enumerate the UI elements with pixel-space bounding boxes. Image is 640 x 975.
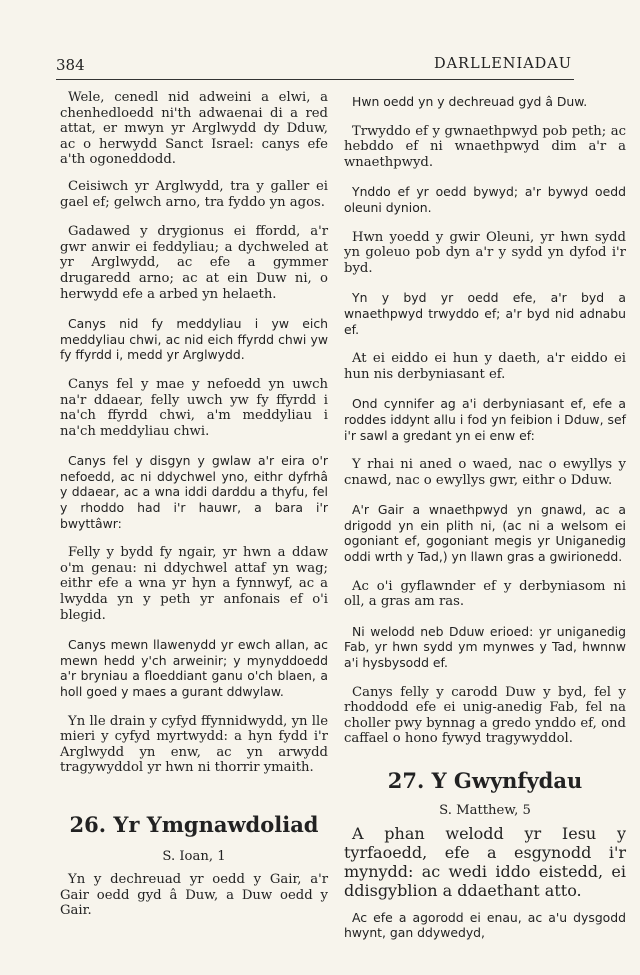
paragraph: Canys fel y mae y nefoedd yn uwch na'r ddaear, felly uwch yw fy ffyrdd i na'ch ffyrdd chwi, a'm meddyliau i na'ch meddyliau chwi. [60, 376, 328, 439]
section-source: S. Matthew, 5 [439, 803, 531, 818]
paragraph: Yn lle drain y cyfyd ffynnidwydd, yn lle mieri y cyfyd myrtwydd: a hyn fydd i'r Arglwydd yn enw, ac yn arwydd tragywyddol yr hwn ni thorrir ymaith. [60, 713, 328, 776]
section-26 [60, 812, 328, 933]
paragraph: Trwyddo ef y gwnaethpwyd pob peth; ac hebddo ef ni wnaethpwyd dim a'r a wnaethpwyd. [344, 123, 626, 170]
page-number: 384 [56, 56, 85, 74]
paragraph: Ac efe a agorodd ei enau, ac a'u dysgodd hwynt, gan ddywedyd, [344, 910, 626, 940]
paragraph: Yn y dechreuad yr oedd y Gair, a'r Gair oedd gyd â Duw, a Duw oedd y Gair. [60, 872, 328, 919]
paragraph: Gadawed y drygionus ei ffordd, a'r gwr anwir ei feddyliau; a dychweled at yr Arglwydd, ac efe a gymmer drugaredd arno; ac at ein Duw ni, o herwydd efe a arbed yn helaeth. [60, 224, 328, 302]
section-27 [344, 768, 626, 940]
paragraph: Ac o'i gyflawnder ef y derbyniasom ni oll, a gras am ras. [344, 578, 626, 610]
paragraph: Ceisiwch yr Arglwydd, tra y galler ei gael ef; gelwch arno, tra fyddo yn agos. [60, 178, 328, 210]
paragraph: Canys mewn llawenydd yr ewch allan, ac mewn hedd y'ch arweinir; y mynyddoedd a'r bryniau a floeddiant ganu o'ch blaen, a holl goed y maes a gurant ddwylaw. [60, 637, 328, 699]
section-heading: 27. Y Gwynfydau [387, 768, 583, 793]
section-source: S. Ioan, 1 [162, 849, 226, 864]
paragraph: Hwn yoedd y gwir Oleuni, yr hwn sydd yn goleuo pob dyn a'r y sydd yn dyfod i'r byd. [344, 229, 626, 276]
paragraph: Canys nid fy meddyliau i yw eich meddyliau chwi, ac nid eich ffyrdd chwi yw fy ffyrdd i, medd yr Arglwydd. [60, 316, 328, 363]
paragraph: Ond cynnifer ag a'i derbyniasant ef, efe a roddes iddynt allu i fod yn feibion i Dduw, sef i'r sawl a gredant yn ei enw ef: [344, 396, 626, 443]
paragraph: Wele, cenedl nid adweini a elwi, a chenhedloedd ni'th adwaenai di a red attat, er mwyn yr Arglwydd dy Dduw, ac o herwydd Sanct Israel: canys efe a'th ogoneddodd. [60, 90, 328, 168]
paragraph: Felly y bydd fy ngair, yr hwn a ddaw o'm genau: ni ddychwel attaf yn wag; eithr efe a wna yr hyn a fynnwyf, ac a lwydda yn y peth yr anfonais ef o'i blegid. [60, 545, 328, 623]
paragraph: Hwn oedd yn y dechreuad gyd â Duw. [352, 94, 588, 109]
paragraph: Ynddo ef yr oedd bywyd; a'r bywyd oedd oleuni dynion. [344, 184, 626, 215]
paragraph: A'r Gair a wnaethpwyd yn gnawd, ac a drigodd yn ein plith ni, (ac ni a welsom ei ogoniant ef, gogoniant megis yr Uniganedig oddi wrth y Tad,) yn llawn gras a gwirionedd. [344, 502, 626, 565]
running-title: DARLLENIADAU [433, 56, 572, 72]
header-rule [56, 79, 574, 80]
paragraph: Canys felly y carodd Duw y byd, fel y rhoddodd efe ei unig-anedig Fab, fel na choller pwy bynnag a gredo ynddo ef, ond caffael o hono fywyd tragywyddol. [344, 684, 626, 747]
paragraph: Y rhai ni aned o waed, nac o ewyllys y cnawd, nac o ewyllys gwr, eithr o Dduw. [344, 457, 626, 488]
page-header [56, 56, 572, 76]
paragraph: At ei eiddo ei hun y daeth, a'r eiddo ei hun nis derbyniasant ef. [344, 351, 626, 382]
paragraph: Ni welodd neb Dduw erioed: yr uniganedig Fab, yr hwn sydd ym mynwes y Tad, hwnnw a'i hysbysodd ef. [344, 623, 626, 671]
paragraph: Yn y byd yr oedd efe, a'r byd a wnaethpwyd trwyddo ef; a'r byd nid adnabu ef. [344, 290, 626, 337]
paragraph: A phan welodd yr Iesu y tyrfaoedd, efe a esgynodd i'r mynydd: ac wedi iddo eistedd, ei ddisgyblion a ddaethant atto. [344, 824, 626, 900]
paragraph: Canys fel y disgyn y gwlaw a'r eira o'r nefoedd, ac ni ddychwel yno, eithr dyfrhâ y ddaear, ac a wna iddi darddu a thyfu, fel y rhoddo had i'r hauwr, a bara i'r bwyttâwr: [60, 453, 328, 531]
left-column [60, 90, 328, 790]
right-column [344, 94, 626, 761]
section-heading: 26. Yr Ymgnawdoliad [69, 812, 319, 837]
